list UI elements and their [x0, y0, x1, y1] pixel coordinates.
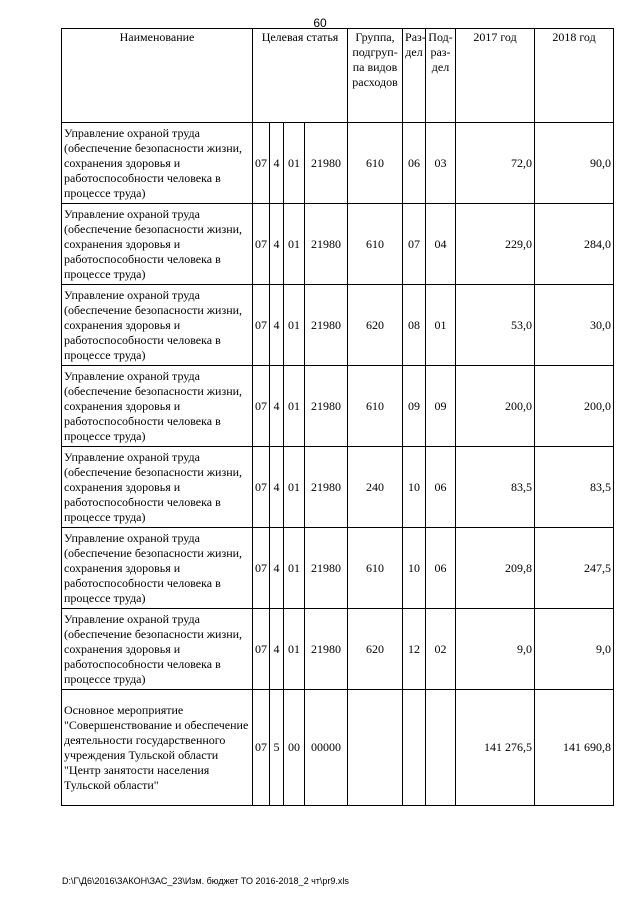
target-subprogram: 5: [270, 690, 284, 806]
header-2017: 2017 год: [456, 29, 535, 123]
target-direction: 21980: [305, 447, 348, 528]
podrazdel: 03: [426, 123, 456, 204]
target-program: 07: [253, 285, 270, 366]
header-target: Целевая статья: [253, 29, 348, 123]
razdel: 09: [403, 366, 426, 447]
row-name: Управление охраной труда (обеспечение безопасности жизни, сохранения здоровья и работоспособности человека в процессе труда): [62, 204, 253, 285]
target-direction: 21980: [305, 123, 348, 204]
target-subprogram: 4: [270, 366, 284, 447]
table-row: [62, 123, 614, 204]
expense-group: 610: [348, 204, 403, 285]
target-subprogram: 4: [270, 123, 284, 204]
razdel: 10: [403, 447, 426, 528]
expense-group: 240: [348, 447, 403, 528]
row-name: Управление охраной труда (обеспечение безопасности жизни, сохранения здоровья и работоспособности человека в процессе труда): [62, 123, 253, 204]
table-row: [62, 447, 614, 528]
amount-2017: 83,5: [456, 447, 535, 528]
podrazdel: 06: [426, 528, 456, 609]
target-event: 01: [284, 366, 305, 447]
table-row: [62, 609, 614, 690]
target-event: 01: [284, 204, 305, 285]
target-event: 01: [284, 285, 305, 366]
amount-2017: 141 276,5: [456, 690, 535, 806]
target-event: 01: [284, 609, 305, 690]
amount-2018: 30,0: [535, 285, 614, 366]
target-event: 01: [284, 123, 305, 204]
amount-2018: 90,0: [535, 123, 614, 204]
target-event: 00: [284, 690, 305, 806]
row-name: Управление охраной труда (обеспечение безопасности жизни, сохранения здоровья и работоспособности человека в процессе труда): [62, 366, 253, 447]
target-direction: 21980: [305, 285, 348, 366]
table-row: [62, 528, 614, 609]
podrazdel: 04: [426, 204, 456, 285]
target-subprogram: 4: [270, 285, 284, 366]
podrazdel: 06: [426, 447, 456, 528]
header-name: Наименование: [62, 29, 253, 123]
target-program: 07: [253, 366, 270, 447]
target-subprogram: 4: [270, 204, 284, 285]
target-event: 01: [284, 528, 305, 609]
podrazdel: [426, 690, 456, 806]
target-direction: 21980: [305, 609, 348, 690]
amount-2018: 284,0: [535, 204, 614, 285]
razdel: 07: [403, 204, 426, 285]
header-podrazdel: Под-раз-дел: [426, 29, 456, 123]
target-program: 07: [253, 690, 270, 806]
target-program: 07: [253, 609, 270, 690]
expense-group: [348, 690, 403, 806]
target-program: 07: [253, 123, 270, 204]
amount-2018: 83,5: [535, 447, 614, 528]
target-program: 07: [253, 204, 270, 285]
amount-2018: 200,0: [535, 366, 614, 447]
target-program: 07: [253, 447, 270, 528]
row-name: Управление охраной труда (обеспечение безопасности жизни, сохранения здоровья и работоспособности человека в процессе труда): [62, 528, 253, 609]
razdel: [403, 690, 426, 806]
table-header-row: [62, 29, 614, 123]
table-row: [62, 285, 614, 366]
header-group: Группа, подгруп-па видов расходов: [348, 29, 403, 123]
podrazdel: 02: [426, 609, 456, 690]
table-row: [62, 204, 614, 285]
razdel: 06: [403, 123, 426, 204]
target-event: 01: [284, 447, 305, 528]
amount-2017: 53,0: [456, 285, 535, 366]
target-direction: 00000: [305, 690, 348, 806]
amount-2017: 200,0: [456, 366, 535, 447]
razdel: 10: [403, 528, 426, 609]
target-direction: 21980: [305, 528, 348, 609]
row-name: Управление охраной труда (обеспечение безопасности жизни, сохранения здоровья и работоспособности человека в процессе труда): [62, 447, 253, 528]
razdel: 08: [403, 285, 426, 366]
target-program: 07: [253, 528, 270, 609]
amount-2018: 141 690,8: [535, 690, 614, 806]
amount-2018: 9,0: [535, 609, 614, 690]
podrazdel: 09: [426, 366, 456, 447]
expense-group: 620: [348, 285, 403, 366]
target-subprogram: 4: [270, 447, 284, 528]
target-subprogram: 4: [270, 528, 284, 609]
expense-group: 610: [348, 123, 403, 204]
expense-group: 620: [348, 609, 403, 690]
header-razdel: Раз-дел: [403, 29, 426, 123]
podrazdel: 01: [426, 285, 456, 366]
table-row: [62, 690, 614, 806]
page-number: 60: [313, 16, 327, 30]
header-2018: 2018 год: [535, 29, 614, 123]
expense-group: 610: [348, 366, 403, 447]
amount-2018: 247,5: [535, 528, 614, 609]
target-direction: 21980: [305, 366, 348, 447]
row-name: Управление охраной труда (обеспечение безопасности жизни, сохранения здоровья и работоспособности человека в процессе труда): [62, 609, 253, 690]
row-name: Основное мероприятие "Совершенствование и обеспечение деятельности государственного учреждения Тульской области "Центр занятости населения Тульской области": [62, 690, 253, 806]
table-row: [62, 366, 614, 447]
amount-2017: 229,0: [456, 204, 535, 285]
amount-2017: 72,0: [456, 123, 535, 204]
amount-2017: 209,8: [456, 528, 535, 609]
row-name: Управление охраной труда (обеспечение безопасности жизни, сохранения здоровья и работоспособности человека в процессе труда): [62, 285, 253, 366]
target-subprogram: 4: [270, 609, 284, 690]
amount-2017: 9,0: [456, 609, 535, 690]
file-path-footer: D:\Г\Д6\2016\ЗАКОН\ЗАС_23\Изм. бюджет ТО 2016-2018_2 чт\pr9.xls: [62, 876, 349, 886]
razdel: 12: [403, 609, 426, 690]
target-direction: 21980: [305, 204, 348, 285]
expense-group: 610: [348, 528, 403, 609]
budget-table: [61, 28, 614, 806]
